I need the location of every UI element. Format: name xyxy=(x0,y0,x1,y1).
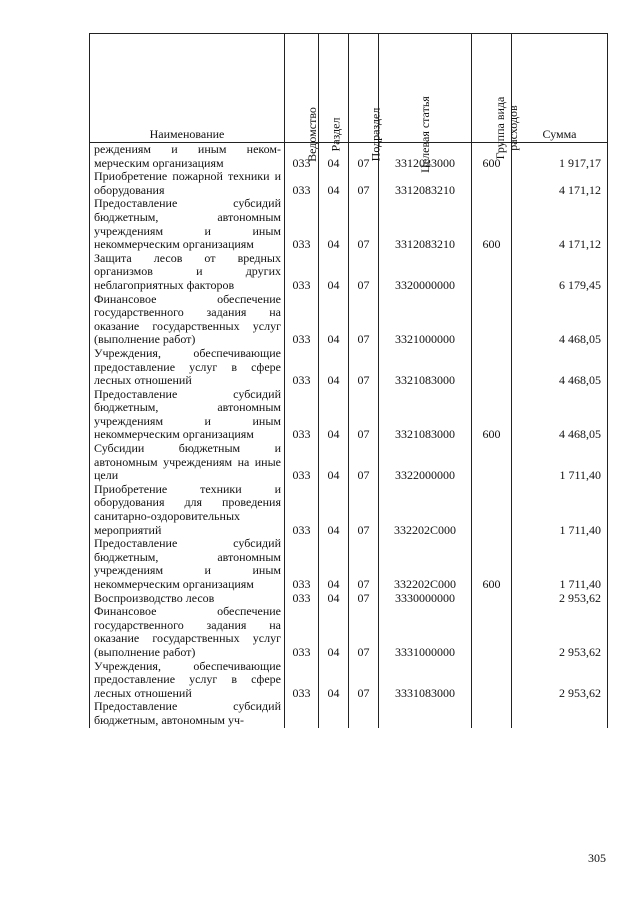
row-celevaya-statya: 3321083000 xyxy=(379,388,472,442)
row-gruppa-vida xyxy=(472,605,512,659)
table-row xyxy=(90,293,608,347)
row-podrazdel: 07 xyxy=(349,388,379,442)
header-razdel: Раздел xyxy=(319,34,349,143)
table-row xyxy=(90,700,608,727)
row-podrazdel: 07 xyxy=(349,293,379,347)
row-vedomstvo: 033 xyxy=(285,592,319,606)
row-vedomstvo: 033 xyxy=(285,347,319,388)
table-row xyxy=(90,605,608,659)
row-razdel: 04 xyxy=(319,197,349,251)
row-name: Предоставление субсидий бюджетным, автономным учреждениям и иным некоммерческим организациям xyxy=(90,537,285,591)
row-name: Защита лесов от вредных организмов и других неблагоприятных факторов xyxy=(90,252,285,293)
row-summa: 4 468,05 xyxy=(512,388,608,442)
row-vedomstvo: 033 xyxy=(285,197,319,251)
row-summa: 4 171,12 xyxy=(512,170,608,197)
row-summa: 1 711,40 xyxy=(512,442,608,483)
row-gruppa-vida xyxy=(472,700,512,727)
table-row xyxy=(90,660,608,701)
row-celevaya-statya: 3331000000 xyxy=(379,605,472,659)
row-summa: 1 917,17 xyxy=(512,143,608,171)
row-vedomstvo: 033 xyxy=(285,537,319,591)
row-name: Воспроизводство лесов xyxy=(90,592,285,606)
row-razdel: 04 xyxy=(319,293,349,347)
row-razdel: 04 xyxy=(319,252,349,293)
row-name: Финансовое обеспечение государственного задания на оказание государственных услуг (выполнение работ) xyxy=(90,293,285,347)
row-name: Учреждения, обеспечивающие предоставление услуг в сфере лесных отношений xyxy=(90,347,285,388)
header-gruppa-vida-rashodov: Группа вида расходов xyxy=(472,34,512,143)
table-row xyxy=(90,537,608,591)
row-razdel: 04 xyxy=(319,537,349,591)
row-summa: 6 179,45 xyxy=(512,252,608,293)
table-header-row xyxy=(90,34,608,143)
row-vedomstvo: 033 xyxy=(285,388,319,442)
row-gruppa-vida: 600 xyxy=(472,537,512,591)
row-podrazdel: 07 xyxy=(349,442,379,483)
table-row xyxy=(90,442,608,483)
row-gruppa-vida: 600 xyxy=(472,388,512,442)
row-summa: 2 953,62 xyxy=(512,592,608,606)
row-celevaya-statya: 3312083210 xyxy=(379,170,472,197)
row-celevaya-statya: 3321000000 xyxy=(379,293,472,347)
row-razdel: 04 xyxy=(319,170,349,197)
row-razdel: 04 xyxy=(319,388,349,442)
table-row xyxy=(90,388,608,442)
row-vedomstvo: 033 xyxy=(285,442,319,483)
row-razdel xyxy=(319,700,349,727)
row-summa: 1 711,40 xyxy=(512,537,608,591)
row-podrazdel: 07 xyxy=(349,483,379,537)
row-summa: 2 953,62 xyxy=(512,605,608,659)
row-summa xyxy=(512,700,608,727)
row-name: реждениям и иным неком-мерческим организациям xyxy=(90,143,285,171)
row-gruppa-vida xyxy=(472,347,512,388)
row-razdel: 04 xyxy=(319,143,349,171)
row-podrazdel: 07 xyxy=(349,347,379,388)
row-celevaya-statya: 3320000000 xyxy=(379,252,472,293)
table-row xyxy=(90,197,608,251)
row-gruppa-vida xyxy=(472,483,512,537)
page-number: 305 xyxy=(588,851,606,865)
row-vedomstvo: 033 xyxy=(285,483,319,537)
table-row xyxy=(90,347,608,388)
row-name: Приобретение пожарной техники и оборудования xyxy=(90,170,285,197)
header-podrazdel: Подраздел xyxy=(349,34,379,143)
row-celevaya-statya: 332202С000 xyxy=(379,537,472,591)
row-celevaya-statya: 3321083000 xyxy=(379,347,472,388)
row-vedomstvo: 033 xyxy=(285,252,319,293)
row-gruppa-vida xyxy=(472,293,512,347)
row-celevaya-statya: 3312083210 xyxy=(379,197,472,251)
row-podrazdel: 07 xyxy=(349,197,379,251)
row-vedomstvo: 033 xyxy=(285,605,319,659)
header-name: Наименование xyxy=(90,34,285,143)
row-gruppa-vida xyxy=(472,660,512,701)
row-name: Финансовое обеспечение государственного задания на оказание государственных услуг (выполнение работ) xyxy=(90,605,285,659)
row-summa: 1 711,40 xyxy=(512,483,608,537)
table-row xyxy=(90,143,608,171)
row-name: Учреждения, обеспечивающие предоставление услуг в сфере лесных отношений xyxy=(90,660,285,701)
row-celevaya-statya xyxy=(379,700,472,727)
row-gruppa-vida xyxy=(472,442,512,483)
header-summa: Сумма xyxy=(512,34,608,143)
row-summa: 4 468,05 xyxy=(512,347,608,388)
row-vedomstvo xyxy=(285,700,319,727)
row-name: Приобретение техники и оборудования для проведения санитарно-оздоровительных мероприятий xyxy=(90,483,285,537)
row-gruppa-vida: 600 xyxy=(472,143,512,171)
row-celevaya-statya: 332202С000 xyxy=(379,483,472,537)
row-podrazdel: 07 xyxy=(349,170,379,197)
row-name: Субсидии бюджетным и автономным учреждениям на иные цели xyxy=(90,442,285,483)
row-summa: 4 468,05 xyxy=(512,293,608,347)
row-summa: 4 171,12 xyxy=(512,197,608,251)
row-gruppa-vida xyxy=(472,170,512,197)
row-gruppa-vida xyxy=(472,252,512,293)
row-podrazdel: 07 xyxy=(349,143,379,171)
row-vedomstvo: 033 xyxy=(285,660,319,701)
header-celevaya-statya: Целевая статья xyxy=(379,34,472,143)
row-razdel: 04 xyxy=(319,660,349,701)
row-podrazdel: 07 xyxy=(349,592,379,606)
row-name: Предоставление субсидий бюджетным, автономным учреждениям и иным некоммерческим организациям xyxy=(90,197,285,251)
row-celevaya-statya: 3312023000 xyxy=(379,143,472,171)
row-celevaya-statya: 3331083000 xyxy=(379,660,472,701)
row-razdel: 04 xyxy=(319,347,349,388)
row-gruppa-vida: 600 xyxy=(472,197,512,251)
table-row xyxy=(90,170,608,197)
row-gruppa-vida xyxy=(472,592,512,606)
row-podrazdel xyxy=(349,700,379,727)
row-podrazdel: 07 xyxy=(349,537,379,591)
row-podrazdel: 07 xyxy=(349,252,379,293)
row-name: Предоставление субсидий бюджетным, автономным учреждениям и иным некоммерческим организациям xyxy=(90,388,285,442)
row-vedomstvo: 033 xyxy=(285,170,319,197)
row-summa: 2 953,62 xyxy=(512,660,608,701)
table-row xyxy=(90,592,608,606)
row-podrazdel: 07 xyxy=(349,660,379,701)
header-vedomstvo: Ведомство xyxy=(285,34,319,143)
row-vedomstvo: 033 xyxy=(285,293,319,347)
table-row xyxy=(90,483,608,537)
row-razdel: 04 xyxy=(319,483,349,537)
row-celevaya-statya: 3330000000 xyxy=(379,592,472,606)
row-name: Предоставление субсидий бюджетным, автономным уч- xyxy=(90,700,285,727)
row-razdel: 04 xyxy=(319,442,349,483)
table-row xyxy=(90,252,608,293)
row-podrazdel: 07 xyxy=(349,605,379,659)
row-razdel: 04 xyxy=(319,605,349,659)
row-celevaya-statya: 3322000000 xyxy=(379,442,472,483)
row-razdel: 04 xyxy=(319,592,349,606)
budget-table xyxy=(89,33,608,728)
row-vedomstvo: 033 xyxy=(285,143,319,171)
